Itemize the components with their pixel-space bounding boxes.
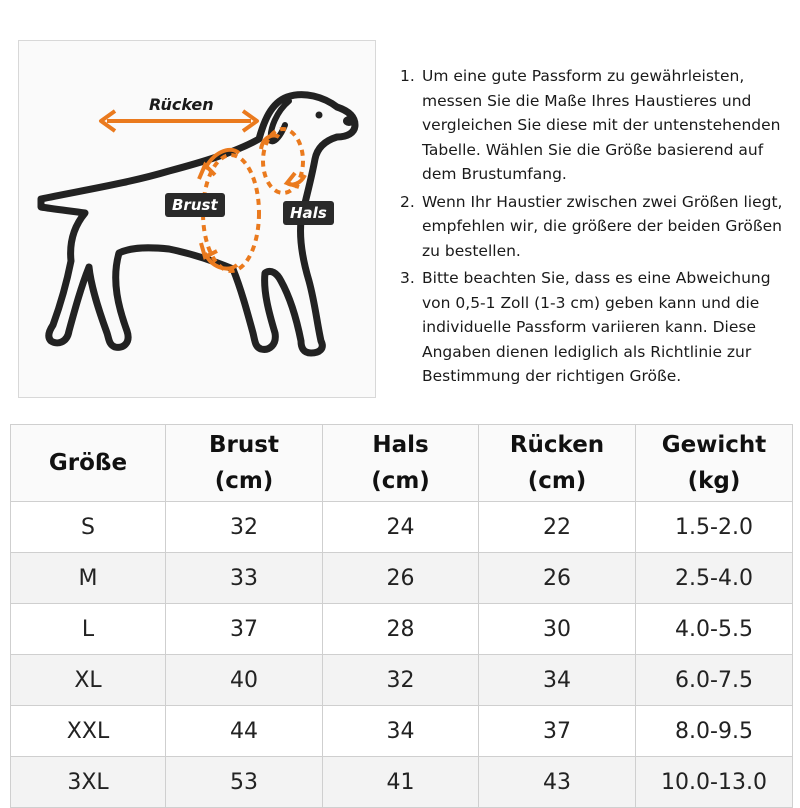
instruction-text: Um eine gute Passform zu gewährleisten, messen Sie die Maße Ihres Haustieres und vergleichen Sie diese mit der untenstehenden Tabelle. Wählen Sie die Größe basierend auf dem Brustumfang. (422, 67, 781, 183)
header-neck: Hals (cm) (323, 425, 479, 502)
table-row (11, 502, 793, 553)
neck-label: Hals (283, 201, 334, 225)
cell-weight: 8.0-9.5 (636, 706, 793, 757)
cell-back: 30 (479, 604, 636, 655)
instruction-number: 1. (400, 67, 415, 85)
cell-back: 43 (479, 757, 636, 808)
cell-size: S (11, 502, 166, 553)
cell-chest: 44 (166, 706, 323, 757)
table-row (11, 655, 793, 706)
header-weight: Gewicht (kg) (636, 425, 793, 502)
cell-weight: 10.0-13.0 (636, 757, 793, 808)
dog-measurement-diagram (18, 40, 376, 398)
instruction-number: 2. (400, 192, 415, 211)
cell-back: 34 (479, 655, 636, 706)
instruction-text: Wenn Ihr Haustier zwischen zwei Größen liegt, empfehlen wir, die größere der beiden Größen zu bestellen. (422, 192, 783, 260)
cell-chest: 53 (166, 757, 323, 808)
back-label: Rücken (149, 95, 214, 114)
cell-neck: 41 (323, 757, 479, 808)
cell-weight: 1.5-2.0 (636, 502, 793, 553)
header-back: Rücken (cm) (479, 425, 636, 502)
cell-back: 22 (479, 502, 636, 553)
cell-weight: 6.0-7.5 (636, 655, 793, 706)
cell-back: 37 (479, 706, 636, 757)
cell-neck: 26 (323, 553, 479, 604)
cell-chest: 40 (166, 655, 323, 706)
header-chest: Brust (cm) (166, 425, 323, 502)
instruction-text: Bitte beachten Sie, dass es eine Abweichung von 0,5-1 Zoll (1-3 cm) geben kann und die individuelle Passform variieren kann. Diese Angaben dienen lediglich als Richtlinie zur Bestimmung der richtigen Größe. (422, 269, 771, 385)
measurement-instructions (398, 64, 798, 389)
cell-weight: 4.0-5.5 (636, 604, 793, 655)
instruction-number: 3. (400, 269, 415, 287)
cell-weight: 2.5-4.0 (636, 553, 793, 604)
cell-neck: 28 (323, 604, 479, 655)
cell-size: L (11, 604, 166, 655)
header-size: Größe (11, 425, 166, 502)
table-row (11, 706, 793, 757)
table-row (11, 604, 793, 655)
cell-back: 26 (479, 553, 636, 604)
cell-neck: 34 (323, 706, 479, 757)
cell-neck: 24 (323, 502, 479, 553)
size-table (10, 424, 793, 808)
chest-label: Brust (165, 193, 225, 217)
cell-chest: 33 (166, 553, 323, 604)
cell-chest: 32 (166, 502, 323, 553)
table-row (11, 553, 793, 604)
cell-size: XL (11, 655, 166, 706)
instruction-item (398, 190, 798, 264)
instruction-item (398, 64, 798, 187)
cell-size: M (11, 553, 166, 604)
cell-size: XXL (11, 706, 166, 757)
cell-size: 3XL (11, 757, 166, 808)
table-header-row (11, 425, 793, 502)
cell-chest: 37 (166, 604, 323, 655)
instruction-item (398, 266, 798, 389)
cell-neck: 32 (323, 655, 479, 706)
